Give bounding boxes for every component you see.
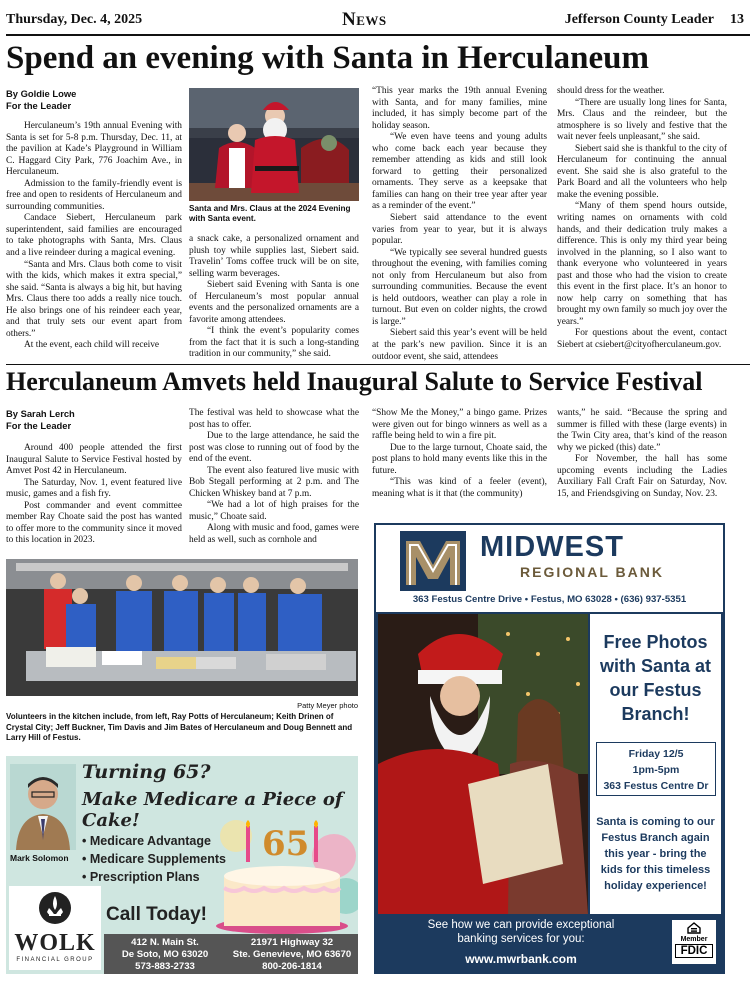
volunteers-photo-caption: Volunteers in the kitchen include, from left, Ray Potts of Herculaneum; Keith Drinen of Crystal City; Jeff Buckner, Tim Davis and Jim Bates of Herculaneum and Doug Bennett and Larry Hill of Festus.	[6, 712, 353, 742]
masthead-rule	[6, 34, 750, 36]
midwest-bank-ad[interactable]	[374, 523, 725, 974]
santa-photo	[189, 88, 359, 201]
ad-subtitle: Make Medicare a Piece of Cake!	[82, 789, 343, 831]
paragraph: Siebert said attendance to the event varies from year to year, but it is always popular.	[372, 213, 547, 247]
bank-address: 363 Festus Centre Drive • Festus, MO 63028 • (636) 937-5351	[412, 594, 687, 605]
paragraph: “There are usually long lines for Santa, Mrs. Claus and the reindeer, but the atmosphere is so lively and festive that the wait never feels unpleasant,” she said.	[557, 97, 727, 143]
event-location: 363 Festus Centre Dr	[603, 780, 709, 792]
fdic-badge	[672, 920, 716, 964]
paragraph: Admission to the family-friendly event is free and open to residents of Herculaneum and surrounding communities.	[6, 178, 182, 212]
santa-photo-image	[189, 88, 359, 201]
issue-date: Thursday, Dec. 4, 2025	[6, 12, 143, 27]
ad-footer	[376, 914, 723, 972]
event-message: Santa is coming to our Festus Branch again this year - bring the kids for this timeless holiday experience!	[596, 816, 715, 892]
story2-column-2	[189, 408, 359, 547]
office-phone[interactable]: 800-206-1814	[262, 961, 322, 972]
event-details	[596, 742, 716, 796]
story2-headline: Herculaneum Amvets held Inaugural Salute to Service Festival	[6, 367, 703, 396]
office-street: 21971 Highway 32	[250, 937, 334, 948]
paper-name: Jefferson County Leader	[564, 12, 714, 27]
office-city: Ste. Genevieve, MO 63670	[232, 949, 352, 960]
story2-column-3	[372, 408, 547, 500]
volunteers-photo	[6, 559, 358, 696]
photo-credit: Patty Meyer photo	[297, 701, 358, 710]
paragraph: Candace Siebert, Herculaneum park superintendent, said families are encouraged to take photographs with Santa, Mrs. Claus and a live reindeer during a magical evening.	[6, 213, 182, 259]
story1-column-2	[189, 234, 359, 361]
byline-org: For the Leader	[6, 420, 72, 431]
santa-reading-photo	[378, 614, 588, 914]
paragraph: Around 400 people attended the first Inaugural Salute to Service Festival hosted by Amvet Post 42 in Herculaneum.	[6, 443, 182, 477]
agent-photo	[10, 764, 76, 850]
fdic-member-label: Member	[680, 936, 708, 943]
story2-column-1	[6, 443, 182, 547]
paragraph: For questions about the event, contact Siebert at csiebert@cityofherculaneum.gov.	[557, 328, 727, 351]
paragraph: Post commander and event committee member Ray Choate said the post has wanted to offer more to the community since it moved to this location in 2023.	[6, 500, 182, 546]
paragraph: “This was kind of a feeler (event), meaning what is it that (the community)	[372, 477, 547, 499]
paragraph: “We typically see several hundred guests throughout the evening, with families coming not only from Herculaneum but also from surrounding communities. Because the event is held outdoors, weather can play a role in turnout. But even on colder nights, the crowd is large.”	[372, 247, 547, 327]
list-item: • Medicare Advantage	[82, 834, 211, 848]
paragraph: Herculaneum’s 19th annual Evening with Santa is set for 5-8 p.m. Thursday, Dec. 11, at the pavilion at Kade’s Playground in William C. Haggard City Park, 776 Joachim Ave., in Herculaneum.	[6, 121, 182, 178]
footer-line-1: See how we can provide exceptional	[427, 919, 615, 931]
story1-column-1	[6, 121, 182, 352]
bank-subname: REGIONAL BANK	[520, 564, 664, 580]
office-street: 412 N. Main St.	[131, 937, 199, 948]
paragraph: At the event, each child will receive	[24, 340, 160, 351]
story1-column-3	[372, 86, 547, 363]
story1-headline: Spend an evening with Santa in Herculaneum	[6, 40, 650, 76]
santa-photo-caption: Santa and Mrs. Claus at the 2024 Evening with Santa event.	[189, 204, 351, 223]
paragraph: For November, the hall has some upcoming events including the Ladies Auxiliary Fall Craft Fair on Saturday, Nov. 15, and Friendsgiving on Sunday, Nov. 23.	[557, 454, 727, 499]
midwest-logo-icon	[400, 531, 466, 591]
office-locations	[104, 934, 358, 974]
paragraph: Due to the large attendance, he said the post was close to running out of food by the end of the event.	[189, 431, 359, 465]
equal-housing-icon	[687, 922, 701, 934]
footer-line-2: banking services for you:	[457, 933, 585, 945]
paragraph: Siebert said Evening with Santa is one of Herculaneum’s most popular annual events and the personalized ornaments are a favorite among attendees.	[189, 280, 359, 325]
story2-column-4	[557, 408, 727, 500]
agent-name: Mark Solomon	[10, 853, 69, 863]
paragraph: Siebert said this year’s event will be held at the park’s new pavilion. Since it is an outdoor event, she said, attendees	[372, 328, 547, 362]
paragraph: The festival was held to showcase what the post has to offer.	[189, 408, 359, 430]
cake-number: 65	[262, 824, 310, 864]
event-panel	[590, 614, 721, 914]
paragraph: “We even have teens and young adults who come back each year because they remember attending as kids and still look forward to getting their personalized ornaments. They serve as a keepsake that families can hang on their tree year after year as a reminder of the event.”	[372, 132, 547, 212]
paragraph: The event also featured live music with Bob Stegall performing at 2 p.m. and The Chicken Whiskey band at 7 p.m.	[189, 465, 359, 499]
paragraph: should dress for the weather.	[557, 86, 665, 96]
wolk-medicare-ad[interactable]	[6, 756, 358, 974]
paragraph: wants,” he said. “Because the spring and summer is filled with these (large events) in the Twin City area, that’s kind of the reason why we picked (this) date.”	[557, 408, 727, 453]
byline-name: By Goldie Lowe	[6, 88, 77, 99]
byline-name: By Sarah Lerch	[6, 408, 75, 419]
office-ste-genevieve	[230, 937, 354, 973]
paragraph: “Santa and Mrs. Claus both come to visit with the kids, which makes it extra special,” she said. “Santa is always a big hit, but having Mrs. Claus there too adds a really nice touch. He also brings one of his reindeer each year, and that truly sets our event apart from others.”	[6, 259, 182, 339]
volunteers-photo-image	[6, 559, 358, 696]
byline-org: For the Leader	[6, 100, 72, 111]
page-number: 13	[730, 12, 744, 27]
section-title: News	[342, 9, 387, 30]
event-headline: Free Photos with Santa at our Festus Branch!	[599, 632, 711, 724]
paragraph: “I think the event’s popularity comes from the fact that it is such a long-standing tradition in our community,” she said.	[189, 326, 359, 360]
plan-list	[82, 832, 226, 886]
paragraph: a snack cake, a personalized ornament and plush toy while supplies last, Siebert said. Travelin’ Toms coffee truck will be on site, selling warm beverages.	[189, 234, 359, 279]
office-city: De Soto, MO 63020	[121, 949, 209, 960]
fdic-label: FDIC	[675, 944, 713, 958]
paragraph: Siebert said she is thankful to the city of Herculaneum for continuing the annual event. She said she is also grateful to the Park Board and all the volunteers who help make the evening possible.	[557, 143, 727, 200]
fleur-de-lis-icon	[9, 886, 101, 930]
wolk-logo	[9, 886, 101, 970]
story1-byline	[6, 88, 182, 112]
bank-name: MIDWEST	[480, 531, 624, 563]
bank-url[interactable]: www.mwrbank.com	[465, 952, 577, 966]
masthead	[6, 9, 750, 34]
brand-subtitle: FINANCIAL GROUP	[16, 957, 94, 963]
call-to-action[interactable]: Call Today!	[106, 904, 207, 925]
paragraph: “Show Me the Money,” a bingo game. Prizes were given out for bingo winners as well as a raffle being held to win a fire pit.	[372, 408, 547, 442]
paragraph: Due to the large turnout, Choate said, the post plans to hold many events like this in the future.	[372, 442, 547, 476]
event-time: 1pm-5pm	[632, 764, 680, 776]
paragraph: Along with music and food, games were held as well, such as cornhole and	[189, 523, 359, 546]
brand-name: WOLK	[14, 930, 96, 956]
office-desoto	[110, 937, 220, 973]
office-phone[interactable]: 573-883-2733	[135, 961, 195, 972]
event-date: Friday 12/5	[628, 748, 684, 760]
paragraph: “We had a lot of high praises for the music,” Choate said.	[189, 500, 359, 522]
ad-header	[376, 525, 723, 612]
story2-byline	[6, 408, 182, 432]
list-item: • Prescription Plans	[82, 870, 200, 884]
story-divider	[6, 364, 750, 365]
ad-title: Turning 65?	[82, 761, 211, 783]
paragraph: “This year marks the 19th annual Evening with Santa, and for many families, mine included, it has simply become part of the holiday season.	[372, 86, 547, 131]
story1-column-4	[557, 86, 727, 352]
paragraph: The Saturday, Nov. 1, event featured live music, games and a fish fry.	[6, 477, 182, 500]
list-item: • Medicare Supplements	[82, 852, 227, 866]
paragraph: “Many of them spend hours outside, writing names on ornaments with cold hands, and their dedication truly makes a difference. This is only my third year being involved in the planning, so I also want to thank everyone who volunteered in years past and those who had the vision to create this event in the first place. It’s an honor to now help carry on something that has brought my own family so much joy over the years.”	[557, 201, 727, 327]
